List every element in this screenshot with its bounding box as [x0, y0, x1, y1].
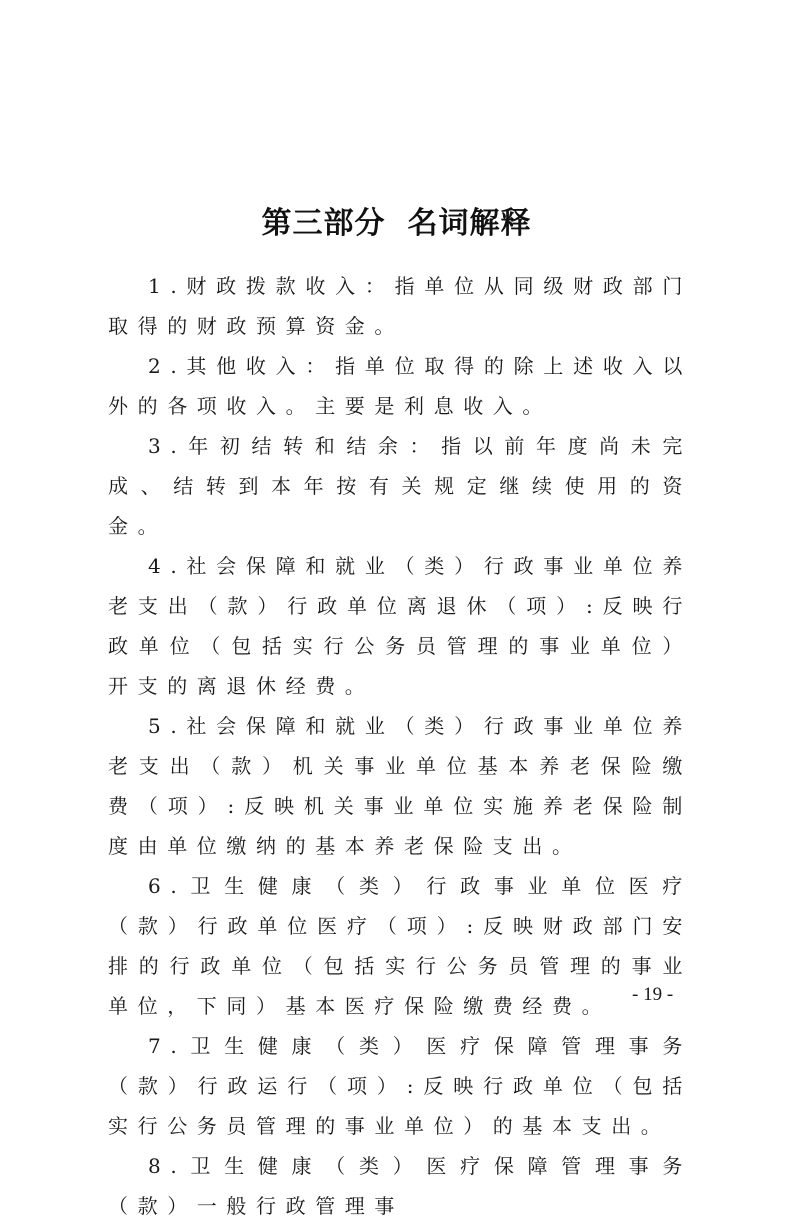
definitions-body — [108, 266, 692, 1226]
definition-paragraph-5: 5.社会保障和就业（类）行政事业单位养老支出（款）机关事业单位基本养老保险缴费（项）:反映机关事业单位实施养老保险制度由单位缴纳的基本养老保险支出。 — [108, 714, 692, 858]
section-title — [0, 202, 793, 246]
page-number: - 19 - — [632, 984, 674, 1005]
definition-paragraph-1: 1.财政拨款收入：指单位从同级财政部门取得的财政预算资金。 — [108, 274, 692, 338]
definition-paragraph-7: 7.卫生健康（类）医疗保障管理事务（款）行政运行（项）:反映行政单位（包括实行公务员管理的事业单位）的基本支出。 — [108, 1034, 692, 1138]
section-title-part: 第三部分 — [261, 206, 386, 242]
definition-paragraph-6: 6.卫生健康（类）行政事业单位医疗（款）行政单位医疗（项）:反映财政部门安排的行政单位（包括实行公务员管理的事业单位，下同）基本医疗保险缴费经费。 — [108, 874, 692, 1018]
definition-paragraph-4: 4.社会保障和就业（类）行政事业单位养老支出（款）行政单位离退休（项）:反映行政单位（包括实行公务员管理的事业单位）开支的离退休经费。 — [108, 554, 692, 698]
definition-paragraph-3: 3.年初结转和结余：指以前年度尚未完成、结转到本年按有关规定继续使用的资金。 — [108, 434, 692, 538]
definition-paragraph-8: 8.卫生健康（类）医疗保障管理事务（款）一般行政管理事 — [108, 1154, 692, 1218]
section-title-name: 名词解释 — [407, 206, 532, 242]
definition-paragraph-2: 2.其他收入：指单位取得的除上述收入以外的各项收入。主要是利息收入。 — [108, 354, 692, 418]
